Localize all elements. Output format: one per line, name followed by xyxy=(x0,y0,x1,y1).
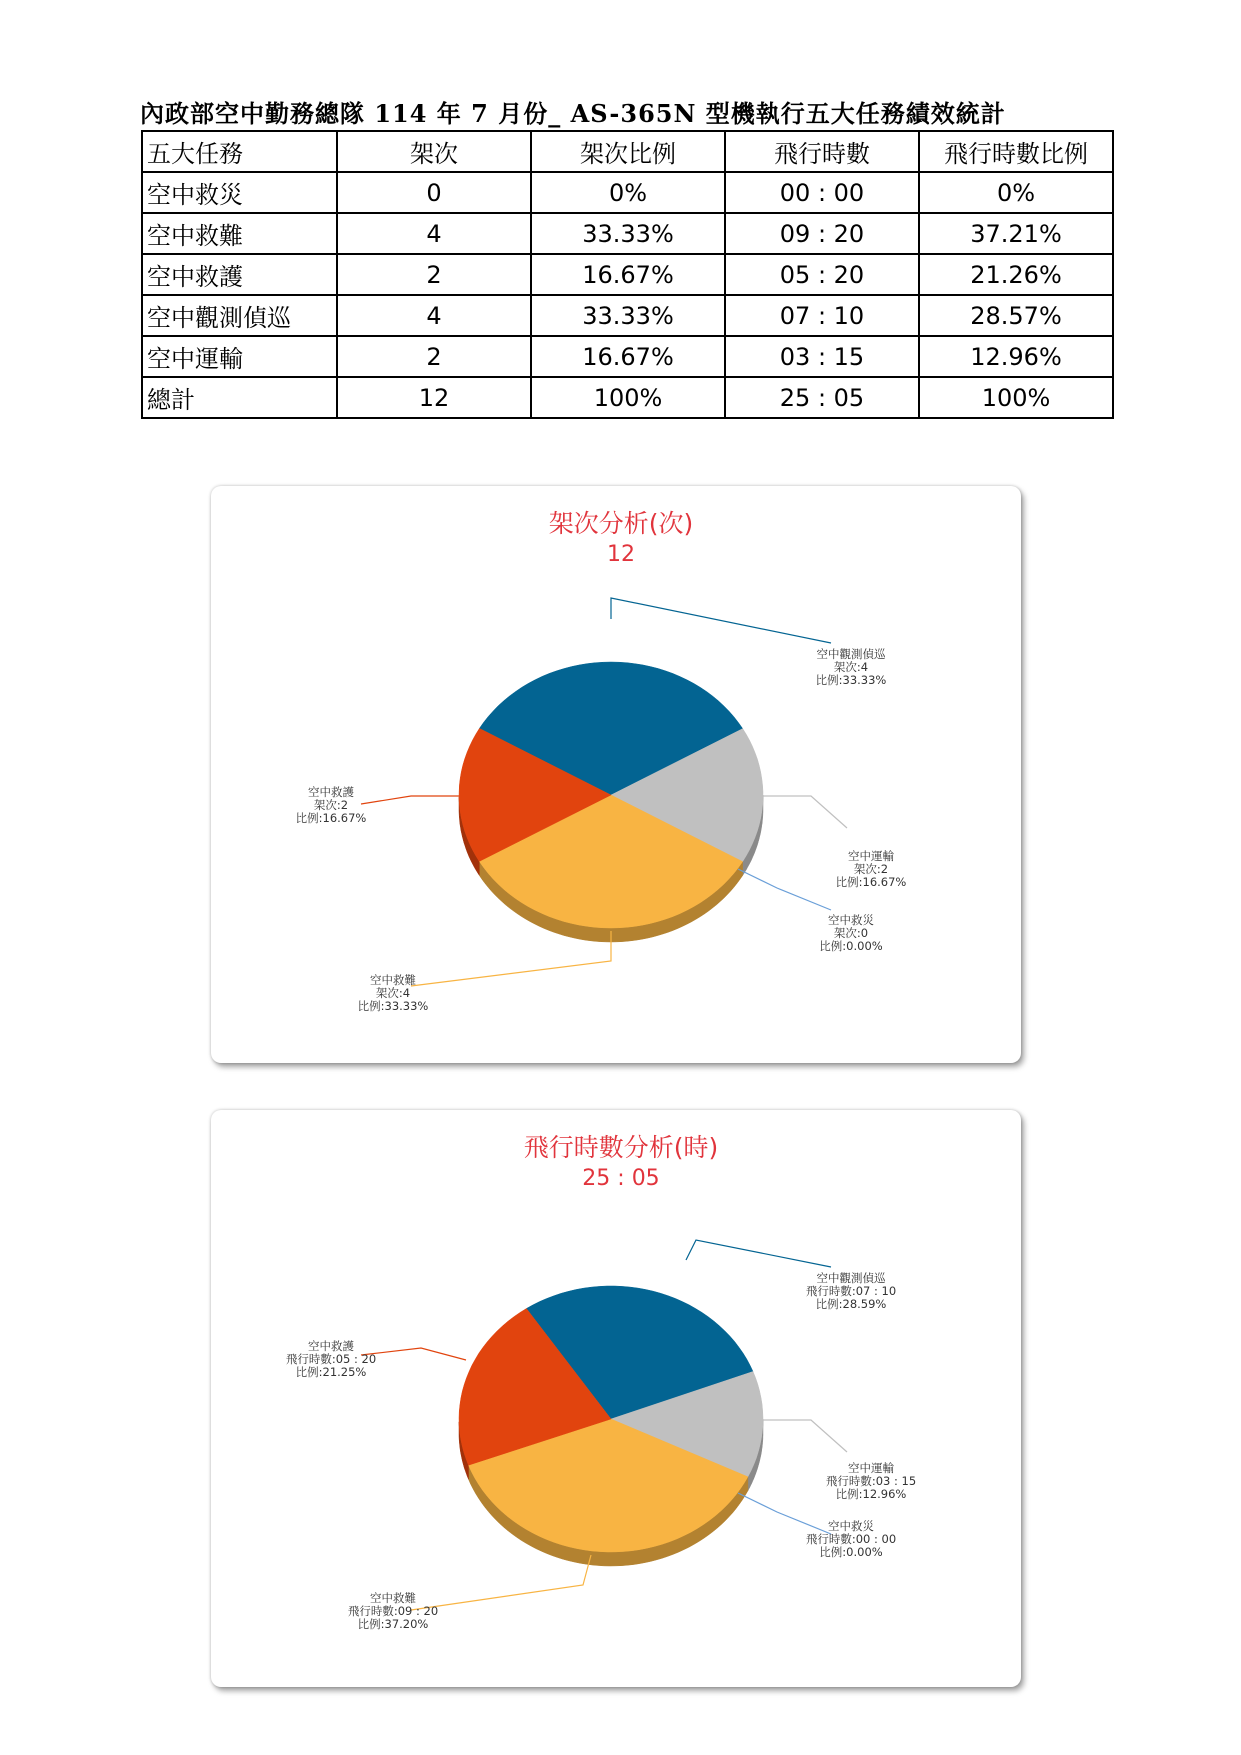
leader-line-transport xyxy=(763,1420,847,1452)
slice-label-line: 比例:16.67% xyxy=(835,875,907,889)
slice-label-line: 飛行時數:05 : 20 xyxy=(285,1352,377,1366)
chart-total: 25 : 05 xyxy=(582,1166,660,1191)
slice-label-line: 架次:4 xyxy=(833,660,869,674)
header-cell: 飛行時數 xyxy=(725,131,919,172)
table-cell: 12.96% xyxy=(919,336,1113,377)
slice-label-disaster xyxy=(819,913,882,953)
table-cell: 100% xyxy=(531,377,725,418)
slice-label-transport xyxy=(836,849,907,889)
table-cell: 空中運輸 xyxy=(142,336,337,377)
flight-hours-pie-chart xyxy=(211,1110,1021,1687)
slice-label-line: 空中觀測偵巡 xyxy=(816,1271,886,1285)
slice-label-line: 比例:21.25% xyxy=(295,1365,367,1379)
table-cell: 空中救災 xyxy=(142,172,337,213)
table-cell: 總計 xyxy=(142,377,337,418)
leader-line-medical xyxy=(361,796,459,804)
flight-hours-pie-card xyxy=(211,1110,1021,1687)
header-cell: 飛行時數比例 xyxy=(919,131,1113,172)
leader-line-disaster xyxy=(738,869,831,910)
table-cell: 0 xyxy=(337,172,531,213)
slice-label-line: 比例:0.00% xyxy=(819,1545,883,1559)
table-cell: 00 : 00 xyxy=(725,172,919,213)
slice-label-line: 比例:37.20% xyxy=(357,1617,429,1631)
slice-label-rescue xyxy=(358,973,429,1013)
slice-label-line: 空中救難 xyxy=(370,1591,416,1605)
slice-label-line: 比例:0.00% xyxy=(819,939,883,953)
table-cell: 0% xyxy=(531,172,725,213)
leader-line-transport xyxy=(763,796,847,828)
slice-label-transport xyxy=(826,1461,916,1501)
slice-label-observe xyxy=(806,1271,896,1311)
table-cell: 33.33% xyxy=(531,213,725,254)
table-cell: 空中觀測偵巡 xyxy=(142,295,337,336)
table-row xyxy=(142,213,1113,254)
table-cell: 0% xyxy=(919,172,1113,213)
table-cell: 16.67% xyxy=(531,336,725,377)
slice-label-line: 飛行時數:09 : 20 xyxy=(347,1604,439,1618)
slice-label-medical xyxy=(286,1339,376,1379)
slice-label-line: 飛行時數:03 : 15 xyxy=(825,1474,917,1488)
sortie-pie-chart xyxy=(211,486,1021,1063)
header-cell: 架次比例 xyxy=(531,131,725,172)
table-total-row xyxy=(142,377,1113,418)
slice-label-line: 比例:33.33% xyxy=(357,999,429,1013)
slice-label-disaster xyxy=(806,1519,896,1559)
leader-line-disaster xyxy=(738,1493,831,1534)
slice-label-line: 飛行時數:00 : 00 xyxy=(805,1532,897,1546)
slice-label-line: 空中觀測偵巡 xyxy=(816,647,886,661)
table-cell: 25 : 05 xyxy=(725,377,919,418)
table-cell: 28.57% xyxy=(919,295,1113,336)
table-cell: 空中救護 xyxy=(142,254,337,295)
table-cell: 05 : 20 xyxy=(725,254,919,295)
table-row xyxy=(142,336,1113,377)
slice-label-line: 架次:2 xyxy=(853,862,889,876)
chart-total: 12 xyxy=(607,542,635,567)
slice-label-line: 空中救護 xyxy=(308,1339,354,1353)
slice-label-line: 架次:2 xyxy=(313,798,349,812)
slice-label-line: 比例:16.67% xyxy=(295,811,367,825)
table-cell: 4 xyxy=(337,295,531,336)
table-cell: 37.21% xyxy=(919,213,1113,254)
table-cell: 03 : 15 xyxy=(725,336,919,377)
table-row xyxy=(142,254,1113,295)
stats-table xyxy=(141,130,1114,419)
header-cell: 架次 xyxy=(337,131,531,172)
table-cell: 12 xyxy=(337,377,531,418)
header-cell: 五大任務 xyxy=(142,131,337,172)
slice-label-line: 空中運輸 xyxy=(848,1461,894,1475)
table-cell: 2 xyxy=(337,336,531,377)
table-row xyxy=(142,295,1113,336)
table-cell: 2 xyxy=(337,254,531,295)
document-title: 內政部空中勤務總隊 114 年 7 月份_ AS-365N 型機執行五大任務績效統計 xyxy=(140,99,1006,128)
table-header-row xyxy=(142,131,1113,172)
chart-title: 架次分析(次) xyxy=(548,509,694,538)
table-cell: 21.26% xyxy=(919,254,1113,295)
table-cell: 33.33% xyxy=(531,295,725,336)
slice-label-line: 空中救難 xyxy=(370,973,416,987)
slice-label-line: 比例:33.33% xyxy=(815,673,887,687)
slice-label-line: 空中救災 xyxy=(828,1519,874,1533)
leader-line-observe xyxy=(611,598,831,643)
table-cell: 09 : 20 xyxy=(725,213,919,254)
table-cell: 4 xyxy=(337,213,531,254)
slice-label-line: 飛行時數:07 : 10 xyxy=(805,1284,897,1298)
slice-label-line: 空中救護 xyxy=(308,785,354,799)
slice-label-line: 架次:0 xyxy=(833,926,869,940)
slice-label-line: 空中救災 xyxy=(828,913,874,927)
slice-label-line: 比例:12.96% xyxy=(835,1487,907,1501)
leader-line-observe xyxy=(686,1240,831,1267)
slice-label-line: 比例:28.59% xyxy=(815,1297,887,1311)
sortie-pie-card xyxy=(211,486,1021,1063)
table-cell: 空中救難 xyxy=(142,213,337,254)
table-cell: 100% xyxy=(919,377,1113,418)
leader-line-rescue xyxy=(411,1555,591,1610)
table-cell: 16.67% xyxy=(531,254,725,295)
slice-label-line: 架次:4 xyxy=(375,986,411,1000)
slice-label-rescue xyxy=(348,1591,438,1631)
slice-label-medical xyxy=(296,785,367,825)
slice-label-observe xyxy=(816,647,887,687)
table-row xyxy=(142,172,1113,213)
leader-line-medical xyxy=(361,1348,466,1360)
slice-label-line: 空中運輸 xyxy=(848,849,894,863)
chart-title: 飛行時數分析(時) xyxy=(523,1133,719,1162)
table-cell: 07 : 10 xyxy=(725,295,919,336)
